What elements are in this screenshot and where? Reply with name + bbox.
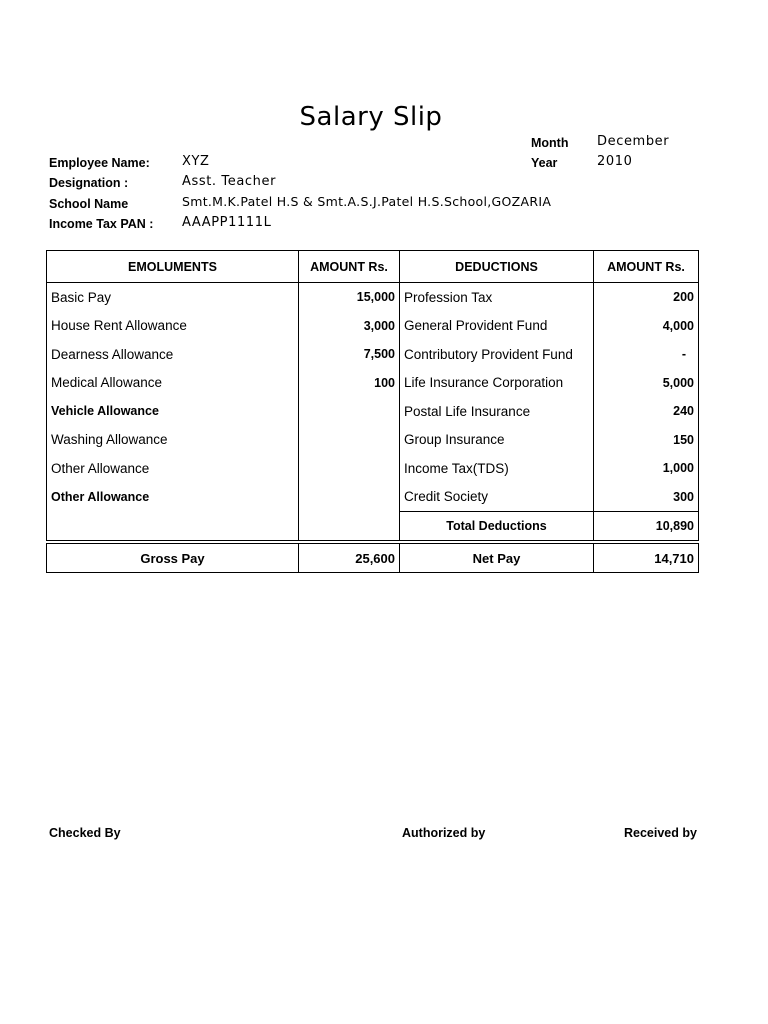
designation-value: Asst. Teacher <box>182 174 277 189</box>
deduction-amount: 150 <box>594 426 699 455</box>
table-row <box>47 426 699 455</box>
deduction-name: Profession Tax <box>400 283 594 312</box>
deduction-amount: 200 <box>594 283 699 312</box>
month-label: Month <box>531 136 569 150</box>
deduction-name: Income Tax(TDS) <box>400 454 594 483</box>
emolument-amount <box>299 397 400 426</box>
year-label: Year <box>531 156 558 170</box>
received-by-label: Received by <box>624 826 697 840</box>
deduction-amount: 5,000 <box>594 369 699 398</box>
deduction-name: General Provident Fund <box>400 312 594 341</box>
school-name-label: School Name <box>49 197 129 211</box>
deduction-amount: 300 <box>594 483 699 512</box>
emolument-name: Washing Allowance <box>47 426 299 455</box>
emolument-amount: 100 <box>299 369 400 398</box>
emolument-name: Dearness Allowance <box>47 340 299 369</box>
emolument-name: Medical Allowance <box>47 369 299 398</box>
deduction-name: Life Insurance Corporation <box>400 369 594 398</box>
total-deductions-label: Total Deductions <box>400 512 594 541</box>
header-deductions: DEDUCTIONS <box>400 251 594 283</box>
table-row <box>47 283 699 312</box>
emolument-name: Other Allowance <box>47 454 299 483</box>
emolument-amount: 7,500 <box>299 340 400 369</box>
checked-by-label: Checked By <box>49 826 121 840</box>
emolument-amount: 3,000 <box>299 312 400 341</box>
emolument-amount <box>299 483 400 512</box>
emolument-amount <box>299 426 400 455</box>
employee-name-label: Employee Name: <box>49 156 150 170</box>
header-emoluments: EMOLUMENTS <box>47 251 299 283</box>
total-deductions-value: 10,890 <box>594 512 699 541</box>
gross-net-row <box>47 544 699 573</box>
deduction-amount: 1,000 <box>594 454 699 483</box>
deduction-name: Credit Society <box>400 483 594 512</box>
emolument-amount: 15,000 <box>299 283 400 312</box>
table-header-row <box>47 251 699 283</box>
table-row <box>47 340 699 369</box>
net-pay-label: Net Pay <box>400 544 594 573</box>
school-name-value: Smt.M.K.Patel H.S & Smt.A.S.J.Patel H.S.School,GOZARIA <box>182 194 552 209</box>
deduction-name: Contributory Provident Fund <box>400 340 594 369</box>
authorized-by-label: Authorized by <box>402 826 486 840</box>
pan-value: AAAPP1111L <box>182 215 272 230</box>
total-deductions-row <box>47 512 699 541</box>
net-pay-value: 14,710 <box>594 544 699 573</box>
table-row <box>47 397 699 426</box>
year-value: 2010 <box>597 154 633 169</box>
deduction-name: Group Insurance <box>400 426 594 455</box>
gross-pay-value: 25,600 <box>299 544 400 573</box>
table-row <box>47 312 699 341</box>
deduction-amount: - <box>594 340 699 369</box>
table-row <box>47 483 699 512</box>
deduction-name: Postal Life Insurance <box>400 397 594 426</box>
emolument-amount <box>299 454 400 483</box>
gross-pay-label: Gross Pay <box>47 544 299 573</box>
page-title: Salary Slip <box>299 102 443 132</box>
emolument-name: Vehicle Allowance <box>47 397 299 426</box>
pan-label: Income Tax PAN : <box>49 217 154 231</box>
salary-table <box>46 250 699 573</box>
table-row <box>47 454 699 483</box>
table-row <box>47 369 699 398</box>
emolument-name: House Rent Allowance <box>47 312 299 341</box>
header-emolument-amount: AMOUNT Rs. <box>299 251 400 283</box>
designation-label: Designation : <box>49 176 129 190</box>
employee-name-value: XYZ <box>182 154 210 169</box>
deduction-amount: 240 <box>594 397 699 426</box>
header-deduction-amount: AMOUNT Rs. <box>594 251 699 283</box>
deduction-amount: 4,000 <box>594 312 699 341</box>
emolument-name: Basic Pay <box>47 283 299 312</box>
month-value: December <box>597 134 670 149</box>
emolument-name: Other Allowance <box>47 483 299 512</box>
